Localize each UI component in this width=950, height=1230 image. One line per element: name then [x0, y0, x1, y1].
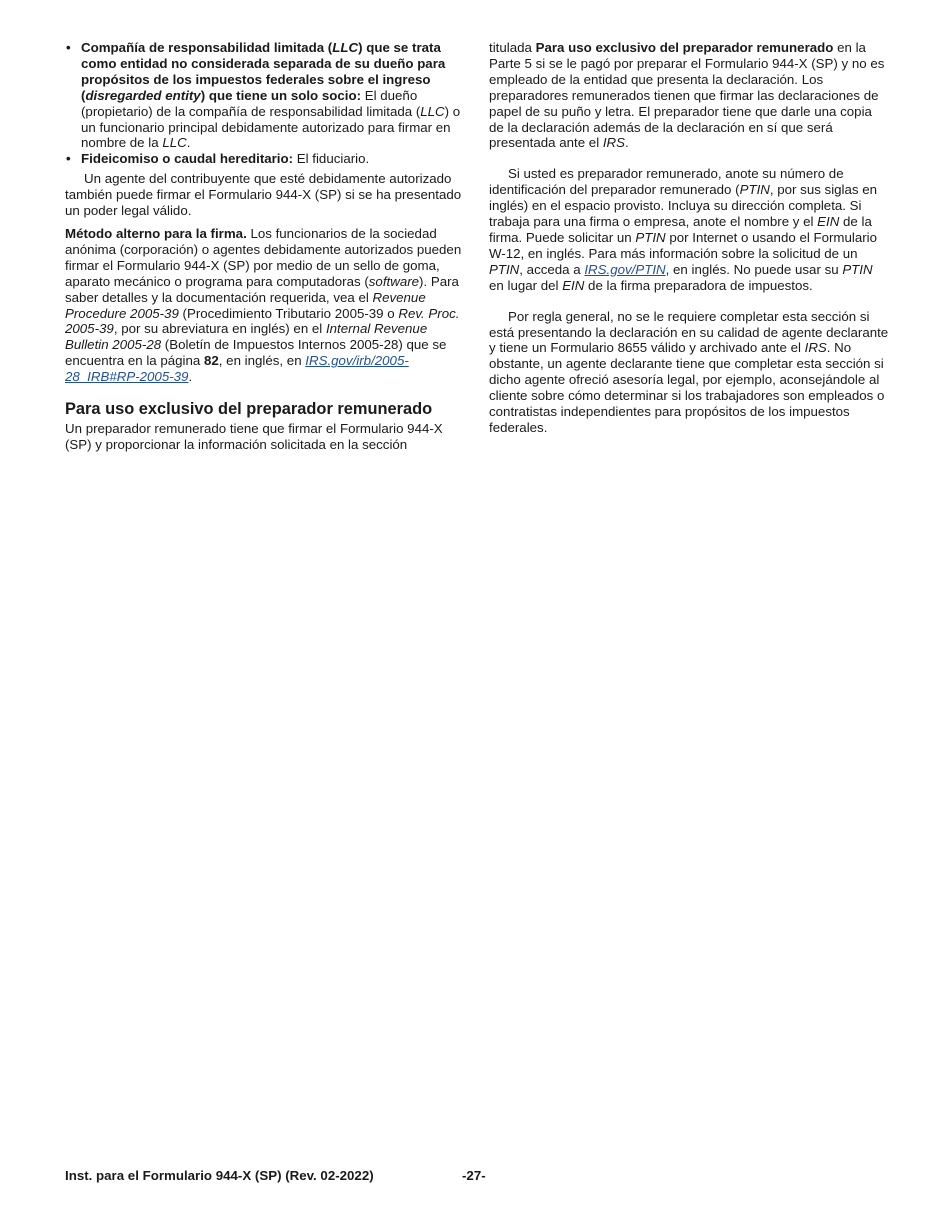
- bullet-llc-lead-cont: ) que se trata como entidad no considerada separada de su dueño para propósitos de los impuestos federales sobre el ingreso (: [81, 40, 446, 103]
- ptin-italic-4: PTIN: [489, 261, 520, 277]
- bullet-llc: [65, 40, 465, 151]
- ptin-italic-2: EIN: [817, 214, 840, 230]
- cont-bold-section-title: Para uso exclusivo del preparador remunerado: [535, 40, 834, 55]
- alt-italic-4: Internal Revenue Bulletin 2005-28: [65, 321, 428, 353]
- ptin-text-8: de la firma preparadora de impuestos.: [584, 277, 813, 293]
- bullet-llc-lead: Compañía de responsabilidad limitada (: [81, 40, 333, 55]
- alt-text-2: ). Para saber detalles y la documentación requerida, vea el: [65, 273, 459, 305]
- right-column: [489, 40, 889, 436]
- alt-text-7: .: [188, 369, 193, 385]
- footer-form-title: Inst. para el Formulario 944-X (SP) (Rev. 02-2022): [65, 1168, 374, 1183]
- ptin-text-6: , en inglés. No puede usar su: [665, 261, 843, 277]
- alternate-signature-heading: Método alterno para la firma.: [65, 225, 247, 241]
- alt-italic-3: Rev. Proc. 2005-39: [65, 305, 460, 337]
- ptin-text-5: , acceda a: [519, 261, 585, 277]
- ptin-text-4: por Internet o usando el Formulario W-12, en inglés. Para más información sobre la solicitud de un: [489, 229, 878, 261]
- ptin-text-2: , por sus siglas en inglés) en el espacio provisto. Incluya su dirección completa. Si trabaja para una firma o empresa, anote el nombre y el: [489, 182, 878, 230]
- general-text-1: Por regla general, no se le requiere completar esta sección si está presentando la declaración en su calidad de agente declarante y tiene un Formulario 8655 válido y archivado ante el: [489, 308, 889, 356]
- irb-link[interactable]: IRS.gov/irb/2005-28_IRB#RP-2005-39: [65, 353, 409, 385]
- alternate-signature-paragraph: [65, 226, 465, 385]
- alt-text-6: , en inglés, en: [218, 353, 306, 369]
- ptin-text-7: en lugar del: [489, 277, 563, 293]
- bullet-dot: •: [66, 40, 71, 55]
- bullet-llc-lead-end: ) que tiene un solo socio:: [200, 87, 362, 103]
- preparer-paragraph: Un preparador remunerado tiene que firmar el Formulario 944-X (SP) y proporcionar la información solicitada en la sección: [65, 421, 443, 452]
- bullet-dot: •: [66, 151, 71, 167]
- alt-text-4: , por su abreviatura en inglés) en el: [113, 321, 326, 337]
- ptin-italic-6: EIN: [562, 277, 585, 293]
- ptin-italic-5: PTIN: [842, 261, 873, 277]
- ptin-text-1: Si usted es preparador remunerado, anote su número de identificación del preparador remunerado (: [489, 166, 844, 198]
- bullet-trust-text: El fiduciario.: [293, 151, 370, 167]
- bullet-llc-abbr: LLC: [332, 40, 359, 55]
- section-heading: Para uso exclusivo del preparador remunerado: [65, 400, 433, 419]
- left-column: [65, 40, 465, 453]
- bullet-trust: [65, 151, 465, 167]
- alt-text-3: (Procedimiento Tributario 2005-39 o: [178, 305, 399, 321]
- alt-page-number: 82: [204, 353, 219, 369]
- cont-text-1: titulada: [489, 40, 536, 55]
- cont-text-3: .: [625, 135, 629, 151]
- ptin-text-3: de la firma. Puede solicitar un: [489, 214, 872, 245]
- general-italic-irs: IRS: [804, 340, 827, 356]
- general-text-2: . No obstante, un agente declarante tiene que completar esta sección si dicho agente ofreció asesoría legal, por ejemplo, aconsejándole al cliente sobre cómo determinar si los trabajadores son empleados o contratistas independientes para propósitos de los impuestos federales.: [489, 340, 885, 435]
- bullet-llc-term: disregarded entity: [85, 87, 201, 103]
- bullet-llc-text: El dueño (propietario) de la compañía de responsabilidad limitada (: [81, 87, 421, 119]
- alt-text-5: (Boletín de Impuestos Internos 2005-28) que se encuentra en la página: [65, 337, 447, 369]
- bullet-llc-text-end: .: [186, 135, 191, 151]
- cont-italic-irs: IRS: [602, 135, 626, 151]
- bullet-trust-lead: Fideicomiso o caudal hereditario:: [81, 151, 294, 167]
- alt-italic-1: software: [368, 273, 420, 289]
- cont-text-2: en la Parte 5 si se le pagó por preparar el Formulario 944-X (SP) y no es empleado de la entidad que presenta la declaración. Los preparadores remunerados tienen que firmar las declaraciones de papel de su puño y letra. El preparador tiene que darle una copia de la declaración además de la declaración en sí que será presentada ante el: [489, 40, 885, 151]
- alt-text-1: Los funcionarios de la sociedad anónima (corporación) o agentes debidamente autorizados pueden firmar el Formulario 944-X (SP) por medio de un sello de goma, aparato mecánico o programa para computadoras (: [65, 225, 462, 289]
- ptin-paragraph: [489, 166, 889, 293]
- bullet-llc-text-abbr2: LLC: [162, 135, 187, 151]
- bullet-llc-text-abbr: LLC: [420, 103, 445, 119]
- agent-paragraph: Un agente del contribuyente que esté debidamente autorizado también puede firmar el Formulario 944-X (SP) si se ha presentado un poder legal válido.: [65, 171, 462, 219]
- alt-italic-2: Revenue Procedure 2005-39: [65, 289, 426, 321]
- ptin-italic-1: PTIN: [739, 182, 770, 198]
- page-number: -27-: [462, 1168, 486, 1183]
- reporting-agent-paragraph: [489, 309, 889, 436]
- preparer-continued-paragraph: [489, 40, 889, 151]
- bullet-llc-text-cont: ) o un funcionario principal debidamente autorizado para firmar en nombre de la: [81, 103, 461, 151]
- ptin-link[interactable]: IRS.gov/PTIN: [584, 261, 666, 277]
- ptin-italic-3: PTIN: [635, 229, 666, 245]
